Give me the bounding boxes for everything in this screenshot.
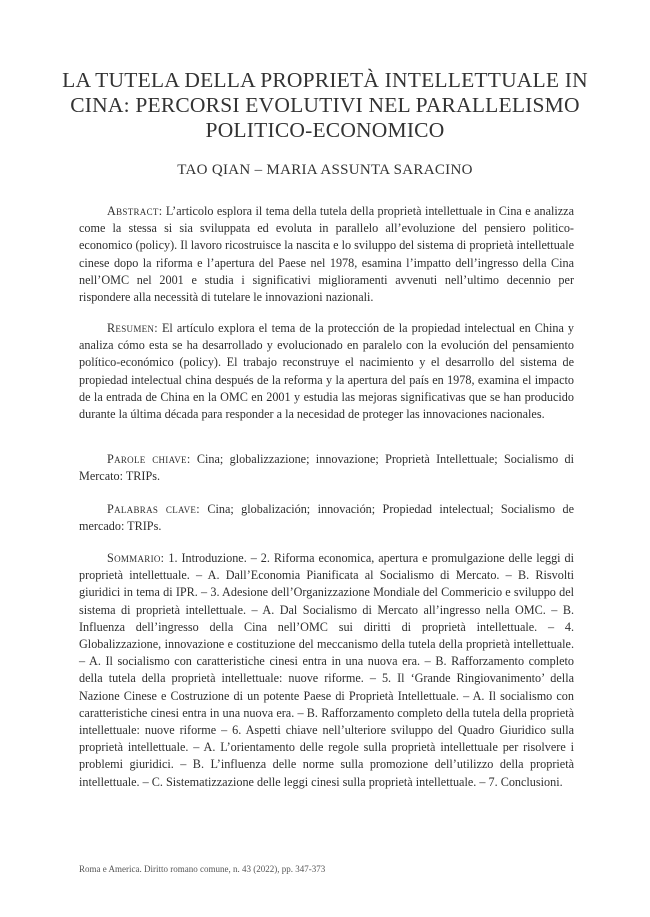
resumen-label: Resumen:: [107, 321, 158, 335]
palabras-clave-paragraph: [79, 501, 574, 535]
sommario-label: Sommario:: [107, 551, 165, 565]
sommario-text: 1. Introduzione. – 2. Riforma economica, apertura e promulgazione delle leggi di proprietà intellettuale. – A. Dall’Economia Pianificata al Socialismo di Mercato. – B. Risvolti giuridici in tema di IPR. – 3. Adesione dell’Organizzazione Mondiale del Commericio e sviluppo del sistema di proprietà intellettuale. – A. Dal Socialismo di Mercato all’ingresso nella OMC. – B. Influenza dell’ingresso della Cina nell’OMC sui diritti di proprietà intellettuale. – 4. Globalizzazione, innovazione e costituzione del meccanismo della tutela della proprietà intellettuale. – A. Il socialismo con caratteristiche cinesi entra in una nuova era. – B. Rafforzamento completo della tutela della proprietà intellettuale: nuove riforme. – 5. Il ‘Grande Ringiovanimento’ della Nazione Cinese e Costruzione di un potente Paese di Proprietà Intellettuale. – A. Il socialismo con caratteristiche cinesi entra in una nuova era. – B. Rafforzamento completo della tutela della proprietà intellettuale: nuove riforme – 6. Aspetti chiave nell’ulteriore sviluppo del Quadro Giuridico sulla proprietà intellettuale. – A. L’orientamento delle regole sulla proprietà intellettuale per risolvere i problemi giuridici. – B. L’influenza delle norme sulla promozione dell’utilizzo della proprietà intellettuale. – C. Sistematizzazione delle leggi cinesi sulla proprietà intellettuale. – 7. Conclusioni.: [79, 551, 575, 789]
parole-chiave-label: Parole chiave:: [107, 452, 191, 466]
palabras-clave-label: Palabras clave:: [107, 502, 200, 516]
palabras-clave-text: Cina; globalización; innovación; Propiedad intelectual; Socialismo de mercado: TRIPs.: [79, 502, 574, 534]
abstract-label: Abstract:: [107, 204, 163, 218]
article-title: LA TUTELA DELLA PROPRIETÀ INTELLETTUALE IN CINA: PERCORSI EVOLUTIVI NEL PARALLELISMO POLITICO-ECONOMICO: [62, 68, 588, 142]
abstract-text: L’articolo esplora il tema della tutela della proprietà intellettuale in Cina e analizza come la stessa si sia sviluppata ed evoluta in parallelo all’evoluzione del pensiero politico-economico (policy). Il lavoro ricostruisce la nascita e lo sviluppo del sistema di proprietà intellettuale cinese dopo la riforma e l’apertura del Paese nel 1978, esamina l’impatto dell’ingresso della Cina nell’OMC nel 2001 e studia i significativi miglioramenti avvenuti nell’ultimo decennio per rispondere alla necessità di tutelare le innovazioni nazionali.: [79, 204, 574, 305]
parole-chiave-text: Cina; globalizzazione; innovazione; Proprietà Intellettuale; Socialismo di Mercato: TRIPs.: [79, 452, 574, 484]
resumen-text: El artículo explora el tema de la protección de la propiedad intelectual en China y analiza cómo esta se ha desarrollado y evolucionado en paralelo con la evolución del pensamiento político-económico (policy). El trabajo reconstruye el nacimiento y el desarrollo del sistema de propiedad intelectual china después de la reforma y la apertura del país en 1978, examina el impacto de la entrada de China en la OMC en 2001 y estudia las mejoras significativas que se han producido durante la última década para responder a la necesidad de proteger las innovaciones nacionales.: [79, 321, 575, 422]
article-authors: TAO QIAN – MARIA ASSUNTA SARACINO: [177, 162, 473, 178]
journal-citation-footer: Roma e America. Diritto romano comune, n. 43 (2022), pp. 347-373: [79, 864, 326, 874]
abstract-paragraph: [79, 203, 574, 306]
sommario-paragraph: [79, 550, 574, 791]
resumen-paragraph: [79, 320, 574, 423]
parole-chiave-paragraph: [79, 451, 574, 485]
